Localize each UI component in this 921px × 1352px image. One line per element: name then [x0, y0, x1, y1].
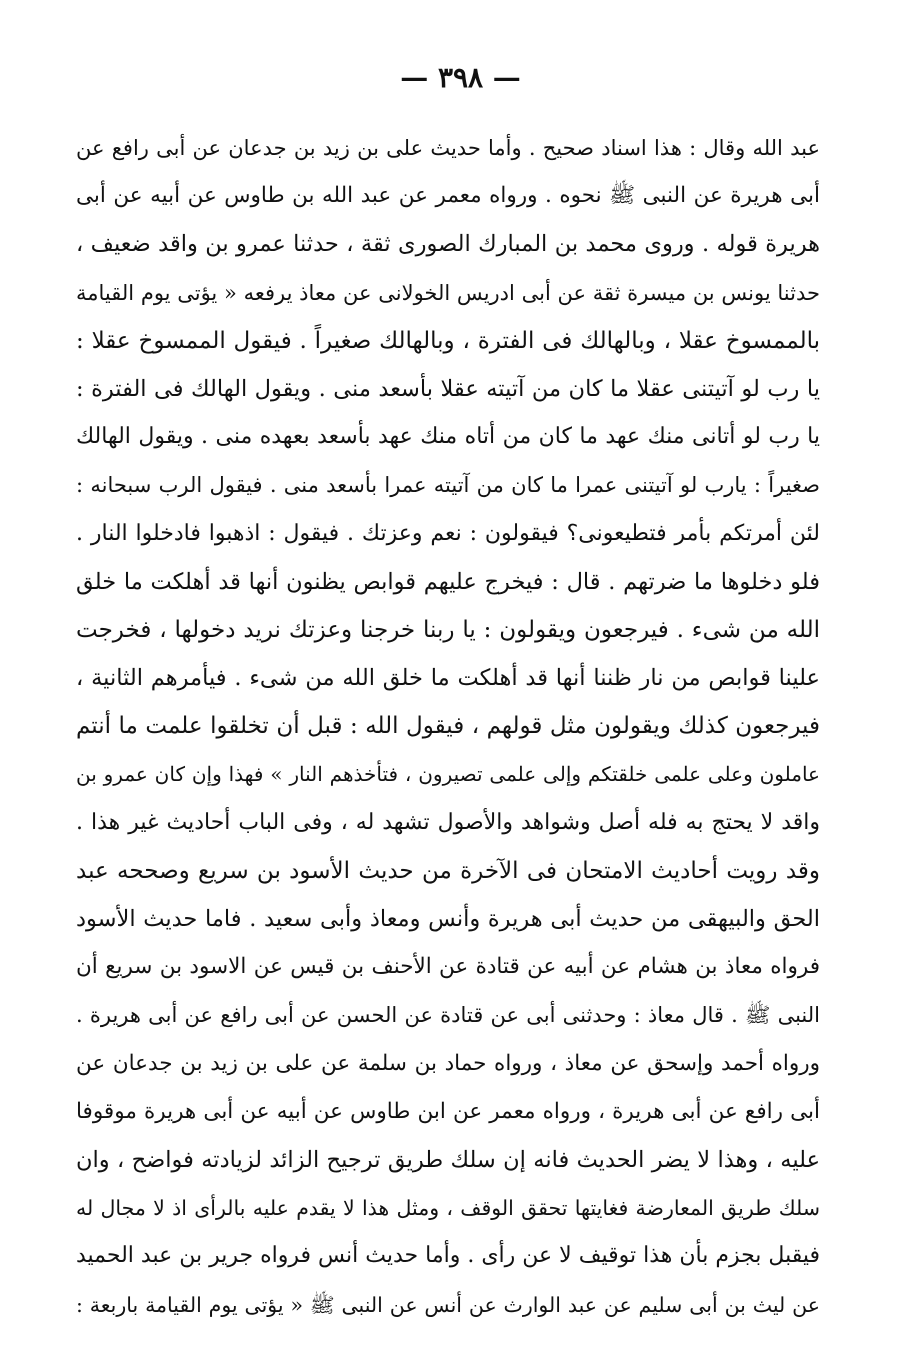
text-line: عن ليث بن أبى سليم عن عبد الوارث عن أنس عن النبى ﷺ « يؤتى يوم القيامة باربعة :	[76, 1292, 820, 1317]
text-line: عاملون وعلى علمى خلقتكم وإلى علمى تصيرون ، فتأخذهم النار » فهذا وإن كان عمرو بن	[76, 762, 820, 787]
text-line: لئن أمرتكم بأمر فتطيعونى؟ فيقولون : نعم وعزتك . فيقول : اذهبوا فادخلوا النار .	[76, 520, 820, 546]
body-text	[76, 124, 820, 1329]
text-line: يا رب لو آتيتنى عقلا ما كان من آتيته عقلا بأسعد منى . ويقول الهالك فى الفترة :	[76, 375, 820, 402]
page-number: — ٣٩٨ —	[400, 61, 521, 94]
text-line: واقد لا يحتج به فله أصل وشواهد والأصول تشهد له ، وفى الباب أحاديث غير هذا .	[76, 809, 820, 835]
text-line: ورواه أحمد وإسحق عن معاذ ، ورواه حماد بن سلمة عن على بن زيد بن جدعان عن	[76, 1050, 820, 1076]
text-line: الله من شىء . فيرجعون ويقولون : يا ربنا خرجنا وعزتك نريد دخولها ، فخرجت	[76, 616, 820, 643]
text-line: فلو دخلوها ما ضرتهم . قال : فيخرج عليهم قوابص يظنون أنها قد أهلكت ما خلق	[76, 568, 820, 595]
text-line: علينا قوابص من نار ظننا أنها قد أهلكت ما خلق الله من شىء . فيأمرهم الثانية ،	[76, 665, 820, 692]
text-line: وقد رويت أحاديث الامتحان فى الآخرة من حديث الأسود بن سريع وصححه عبد	[76, 857, 820, 884]
text-line: صغيراً : يارب لو آتيتنى عمرا ما كان من آتيته عمرا بأسعد منى . فيقول الرب سبحانه :	[76, 473, 820, 498]
text-line: سلك طريق المعارضة فغايتها تحقق الوقف ، ومثل هذا لا يقدم عليه بالرأى اذ لا مجال له	[76, 1196, 820, 1221]
text-line: هريرة قوله . وروى محمد بن المبارك الصورى ثقة ، حدثنا عمرو بن واقد ضعيف ،	[76, 231, 820, 258]
text-line: فيقبل بجزم بأن هذا توقيف لا عن رأى . وأما حديث أنس فرواه جرير بن عبد الحميد	[76, 1243, 820, 1269]
text-line: حدثنا يونس بن ميسرة ثقة عن أبى ادريس الخولانى عن معاذ يرفعه « يؤتى يوم القيامة	[76, 280, 820, 305]
text-line: فيرجعون كذلك ويقولون مثل قولهم ، فيقول الله : قبل أن تخلقوا علمت ما أنتم	[76, 713, 820, 740]
text-line: الحق والبيهقى من حديث أبى هريرة وأنس ومعاذ وأبى سعيد . فاما حديث الأسود	[76, 906, 820, 932]
text-line: أبى هريرة عن النبى ﷺ نحوه . ورواه معمر عن عبد الله بن طاوس عن أبيه عن أبى	[76, 183, 820, 209]
text-line: أبى رافع عن أبى هريرة ، ورواه معمر عن ابن طاوس عن أبيه عن أبى هريرة موقوفا	[76, 1098, 820, 1124]
text-line: عبد الله وقال : هذا اسناد صحيح . وأما حديث على بن زيد بن جدعان عن أبى رافع عن	[76, 136, 820, 160]
text-line: يا رب لو أتانى منك عهد ما كان من أتاه منك عهد بأسعد بعهده منى . ويقول الهالك	[76, 424, 820, 450]
text-line: النبى ﷺ . قال معاذ : وحدثنى أبى عن قتادة عن الحسن عن أبى رافع عن أبى هريرة .	[76, 1003, 820, 1028]
text-line: فرواه معاذ بن هشام عن أبيه عن قتادة عن الأحنف بن قيس عن الاسود بن سريع أن	[76, 954, 820, 980]
text-line: بالممسوخ عقلا ، وبالهالك فى الفترة ، وبالهالك صغيراً . فيقول الممسوخ عقلا :	[76, 327, 820, 354]
text-line: عليه ، وهذا لا يضر الحديث فانه إن سلك طريق ترجيح الزائد لزيادته فواضح ، وان	[76, 1146, 820, 1173]
